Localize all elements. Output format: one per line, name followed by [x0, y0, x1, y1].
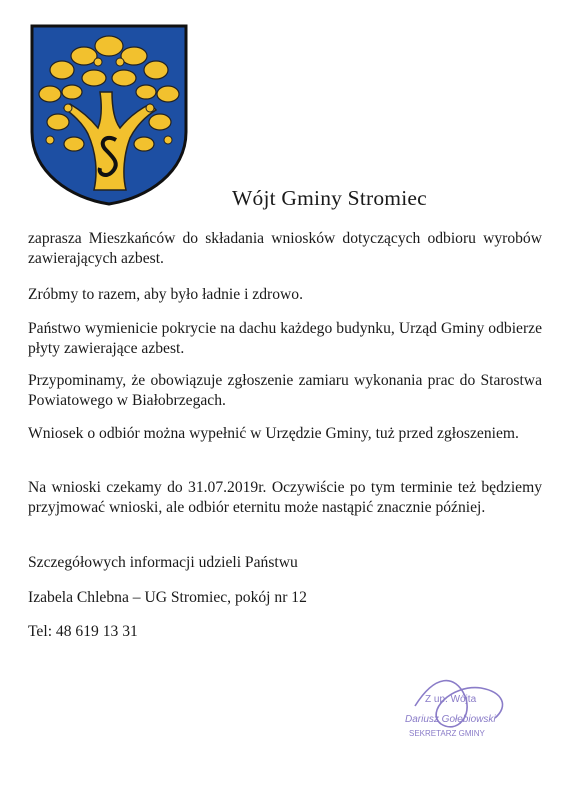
stamp-line-2: Dariusz Gołębiowski: [405, 714, 496, 725]
paragraph-details: Szczegółowych informacji udzieli Państwu: [28, 554, 298, 571]
paragraph-contact-person: Izabela Chlebna – UG Stromiec, pokój nr 12: [28, 589, 307, 606]
paragraph-motto: Zróbmy to razem, aby było ładnie i zdrowo.: [28, 286, 303, 303]
document-title: Wójt Gminy Stromiec: [232, 186, 427, 210]
coat-of-arms-emblem: [28, 22, 190, 208]
signature-stamp: [385, 676, 525, 746]
stamp-line-3: SEKRETARZ GMINY: [409, 729, 485, 738]
paragraph-application: Wniosek o odbiór można wypełnić w Urzędzie Gminy, tuż przed zgłoszeniem.: [28, 425, 519, 442]
paragraph-reminder: Przypominamy, że obowiązuje zgłoszenie zamiaru wykonania prac do Starostwa Powiatowego w Białobrzegach.: [28, 372, 542, 409]
paragraph-invitation: zaprasza Mieszkańców do składania wniosków dotyczących odbioru wyrobów zawierających azbest.: [28, 230, 542, 267]
stamp-line-1: Z up. Wójta: [425, 694, 477, 705]
paragraph-phone: Tel: 48 619 13 31: [28, 623, 138, 640]
paragraph-roof-replacement: Państwo wymienicie pokrycie na dachu każdego budynku, Urząd Gminy odbierze płyty zawierające azbest.: [28, 320, 542, 357]
paragraph-deadline: Na wnioski czekamy do 31.07.2019r. Oczywiście po tym terminie też będziemy przyjmować wnioski, ale odbiór eternitu może nastąpić znacznie później.: [28, 479, 542, 516]
